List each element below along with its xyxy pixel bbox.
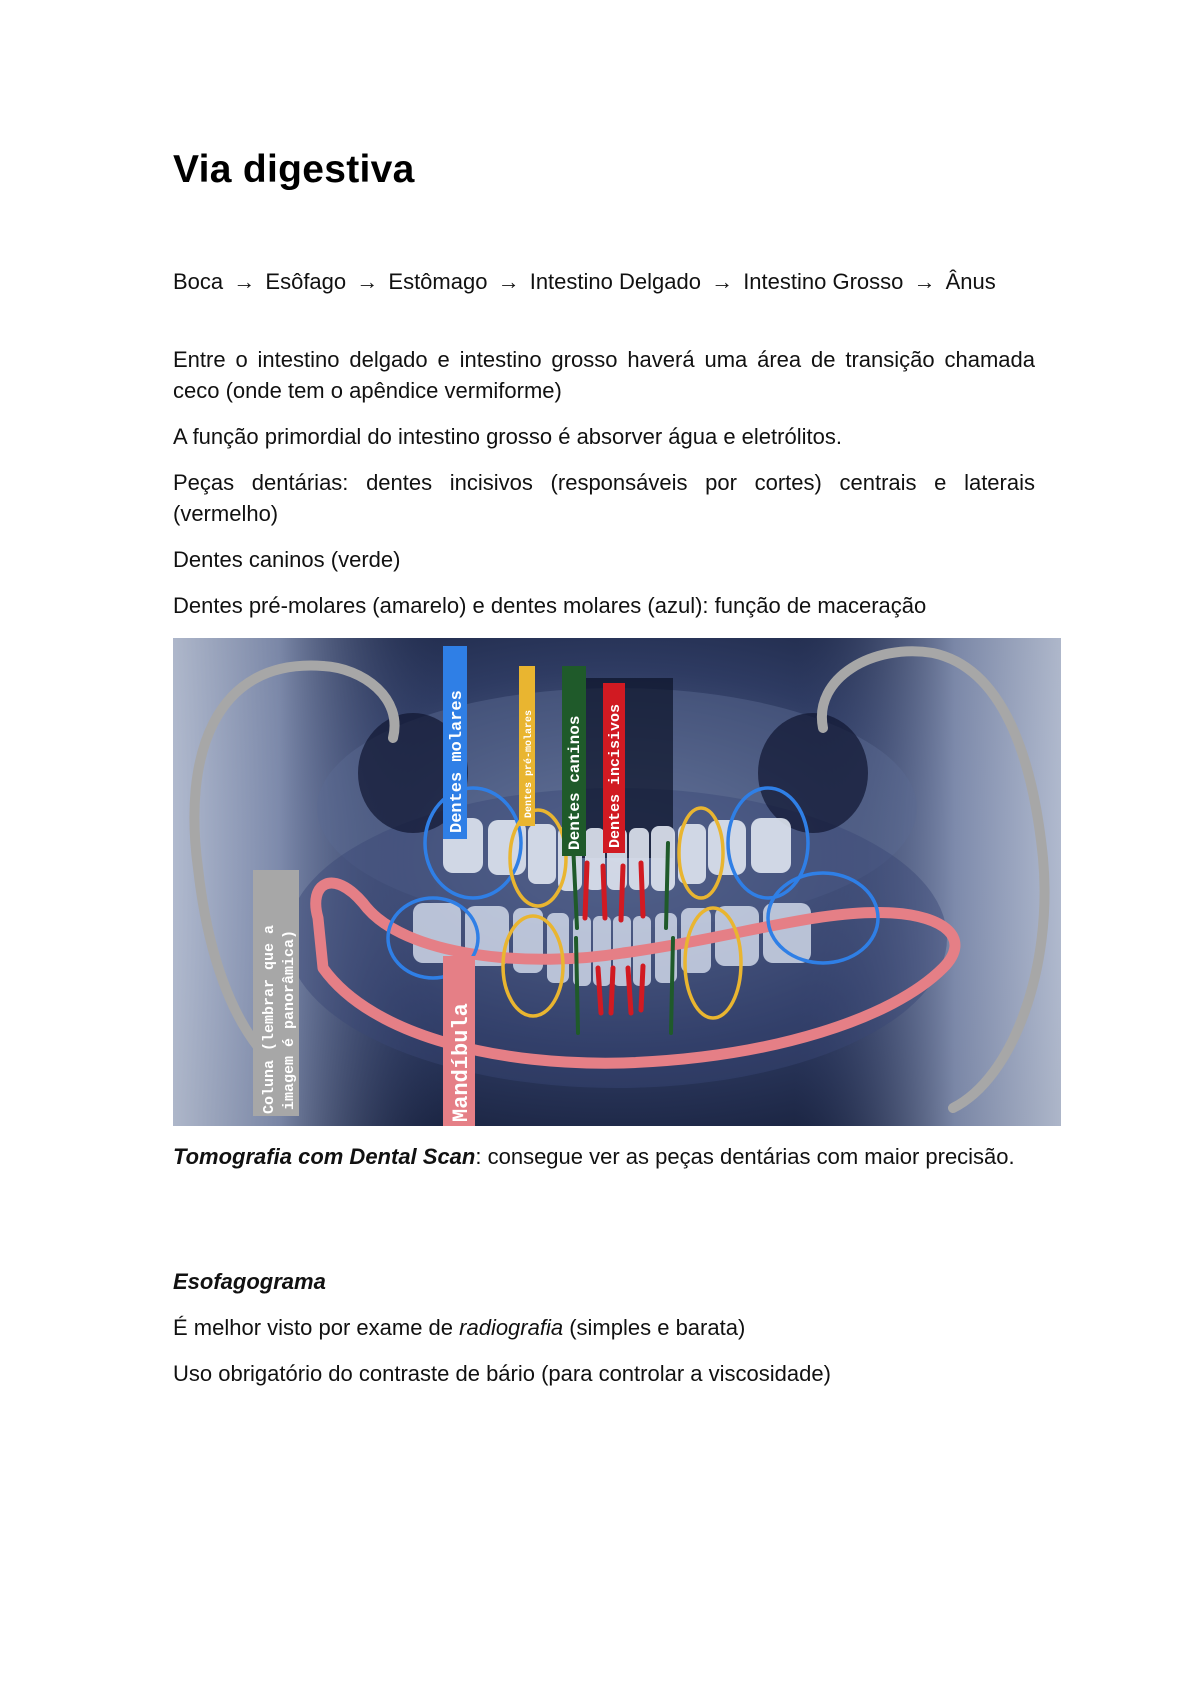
esofagograma-line-1-pre: É melhor visto por exame de (173, 1315, 460, 1340)
flow-item: Estômago (388, 269, 488, 294)
arrow-icon: → (356, 269, 379, 294)
esofagograma-line-1 (173, 1312, 1035, 1343)
label-pre-molares: Dentes pré-molares (524, 709, 535, 818)
label-coluna-2: imagem é panorâmica) (281, 929, 298, 1110)
arrow-icon: → (497, 269, 520, 294)
label-mandibula: Mandíbula (449, 1003, 474, 1122)
incisors-paragraph: Peças dentárias: dentes incisivos (responsáveis por cortes) centrais e laterais (vermelho) (173, 470, 1035, 526)
page-title: Via digestiva (173, 148, 415, 191)
arrow-icon: → (711, 269, 734, 294)
tomografia-paragraph (173, 1141, 1035, 1172)
panoramic-xray-image (173, 638, 1061, 1126)
flow-item: Boca (173, 269, 224, 294)
canines-paragraph: Dentes caninos (verde) (173, 547, 401, 572)
esofagograma-line-1-post: (simples e barata) (563, 1315, 746, 1340)
flow-item: Intestino Grosso (743, 269, 904, 294)
function-paragraph: A função primordial do intestino grosso é absorver água e eletrólitos. (173, 424, 842, 449)
esofagograma-heading: Esofagograma (173, 1269, 326, 1294)
tomografia-term: Tomografia com Dental Scan (173, 1144, 476, 1169)
digestive-flow (173, 266, 1035, 297)
flow-item: Intestino Delgado (529, 269, 701, 294)
esofagograma-line-2: Uso obrigatório do contraste de bário (para controlar a viscosidade) (173, 1361, 831, 1386)
arrow-icon: → (913, 269, 936, 294)
label-molares: Dentes molares (448, 690, 467, 833)
label-incisivos: Dentes incisivos (607, 703, 624, 848)
transition-paragraph: Entre o intestino delgado e intestino grosso haverá uma área de transição chamada ceco (onde tem o apêndice vermiforme) (173, 347, 1035, 403)
arrow-icon: → (233, 269, 256, 294)
radiografia-term: radiografia (459, 1315, 564, 1340)
tomografia-text: : consegue ver as peças dentárias com maior precisão. (475, 1144, 1015, 1169)
label-caninos: Dentes caninos (566, 715, 584, 850)
flow-item: Esôfago (265, 269, 347, 294)
label-coluna-1: Coluna (lembrar que a (261, 924, 278, 1114)
molars-paragraph: Dentes pré-molares (amarelo) e dentes molares (azul): função de maceração (173, 593, 927, 618)
flow-item: Ânus (945, 269, 996, 294)
